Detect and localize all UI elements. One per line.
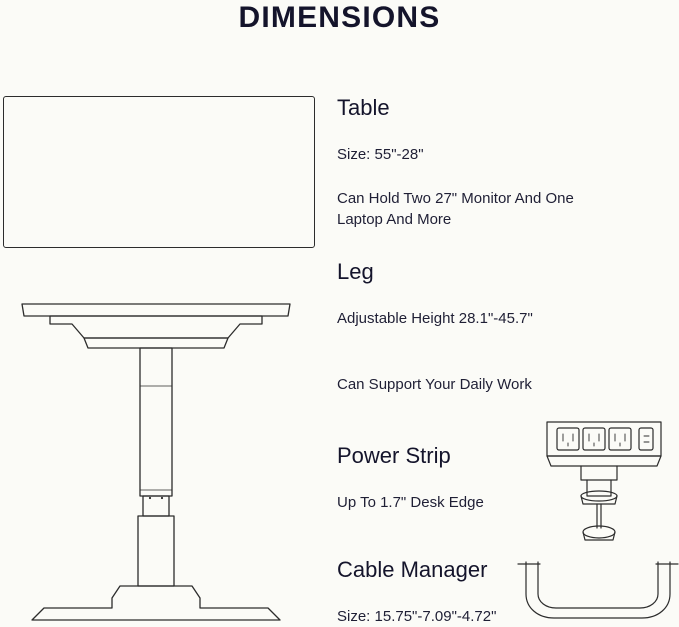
desk-leg-front-view-diagram — [0, 86, 320, 625]
illustration-column — [0, 86, 320, 625]
page-title: DIMENSIONS — [238, 1, 441, 34]
cable-manager-size-text: Size: 15.75"-7.09"-4.72" — [337, 608, 497, 625]
leg-height-text: Adjustable Height 28.1"-45.7" — [337, 310, 533, 327]
power-strip-edge-text: Up To 1.7" Desk Edge — [337, 494, 484, 511]
leg-support-text: Can Support Your Daily Work — [337, 376, 532, 393]
table-size-text: Size: 55"-28" — [337, 146, 424, 163]
section-heading-leg: Leg — [337, 259, 374, 284]
section-heading-power-strip: Power Strip — [337, 443, 451, 468]
section-heading-table: Table — [337, 95, 390, 120]
table-capacity-text: Can Hold Two 27" Monitor And One Laptop And More — [337, 190, 574, 228]
cable-manager-tray-diagram — [516, 560, 679, 625]
power-strip-clamp-diagram — [521, 410, 679, 550]
section-heading-cable-manager: Cable Manager — [337, 557, 488, 582]
